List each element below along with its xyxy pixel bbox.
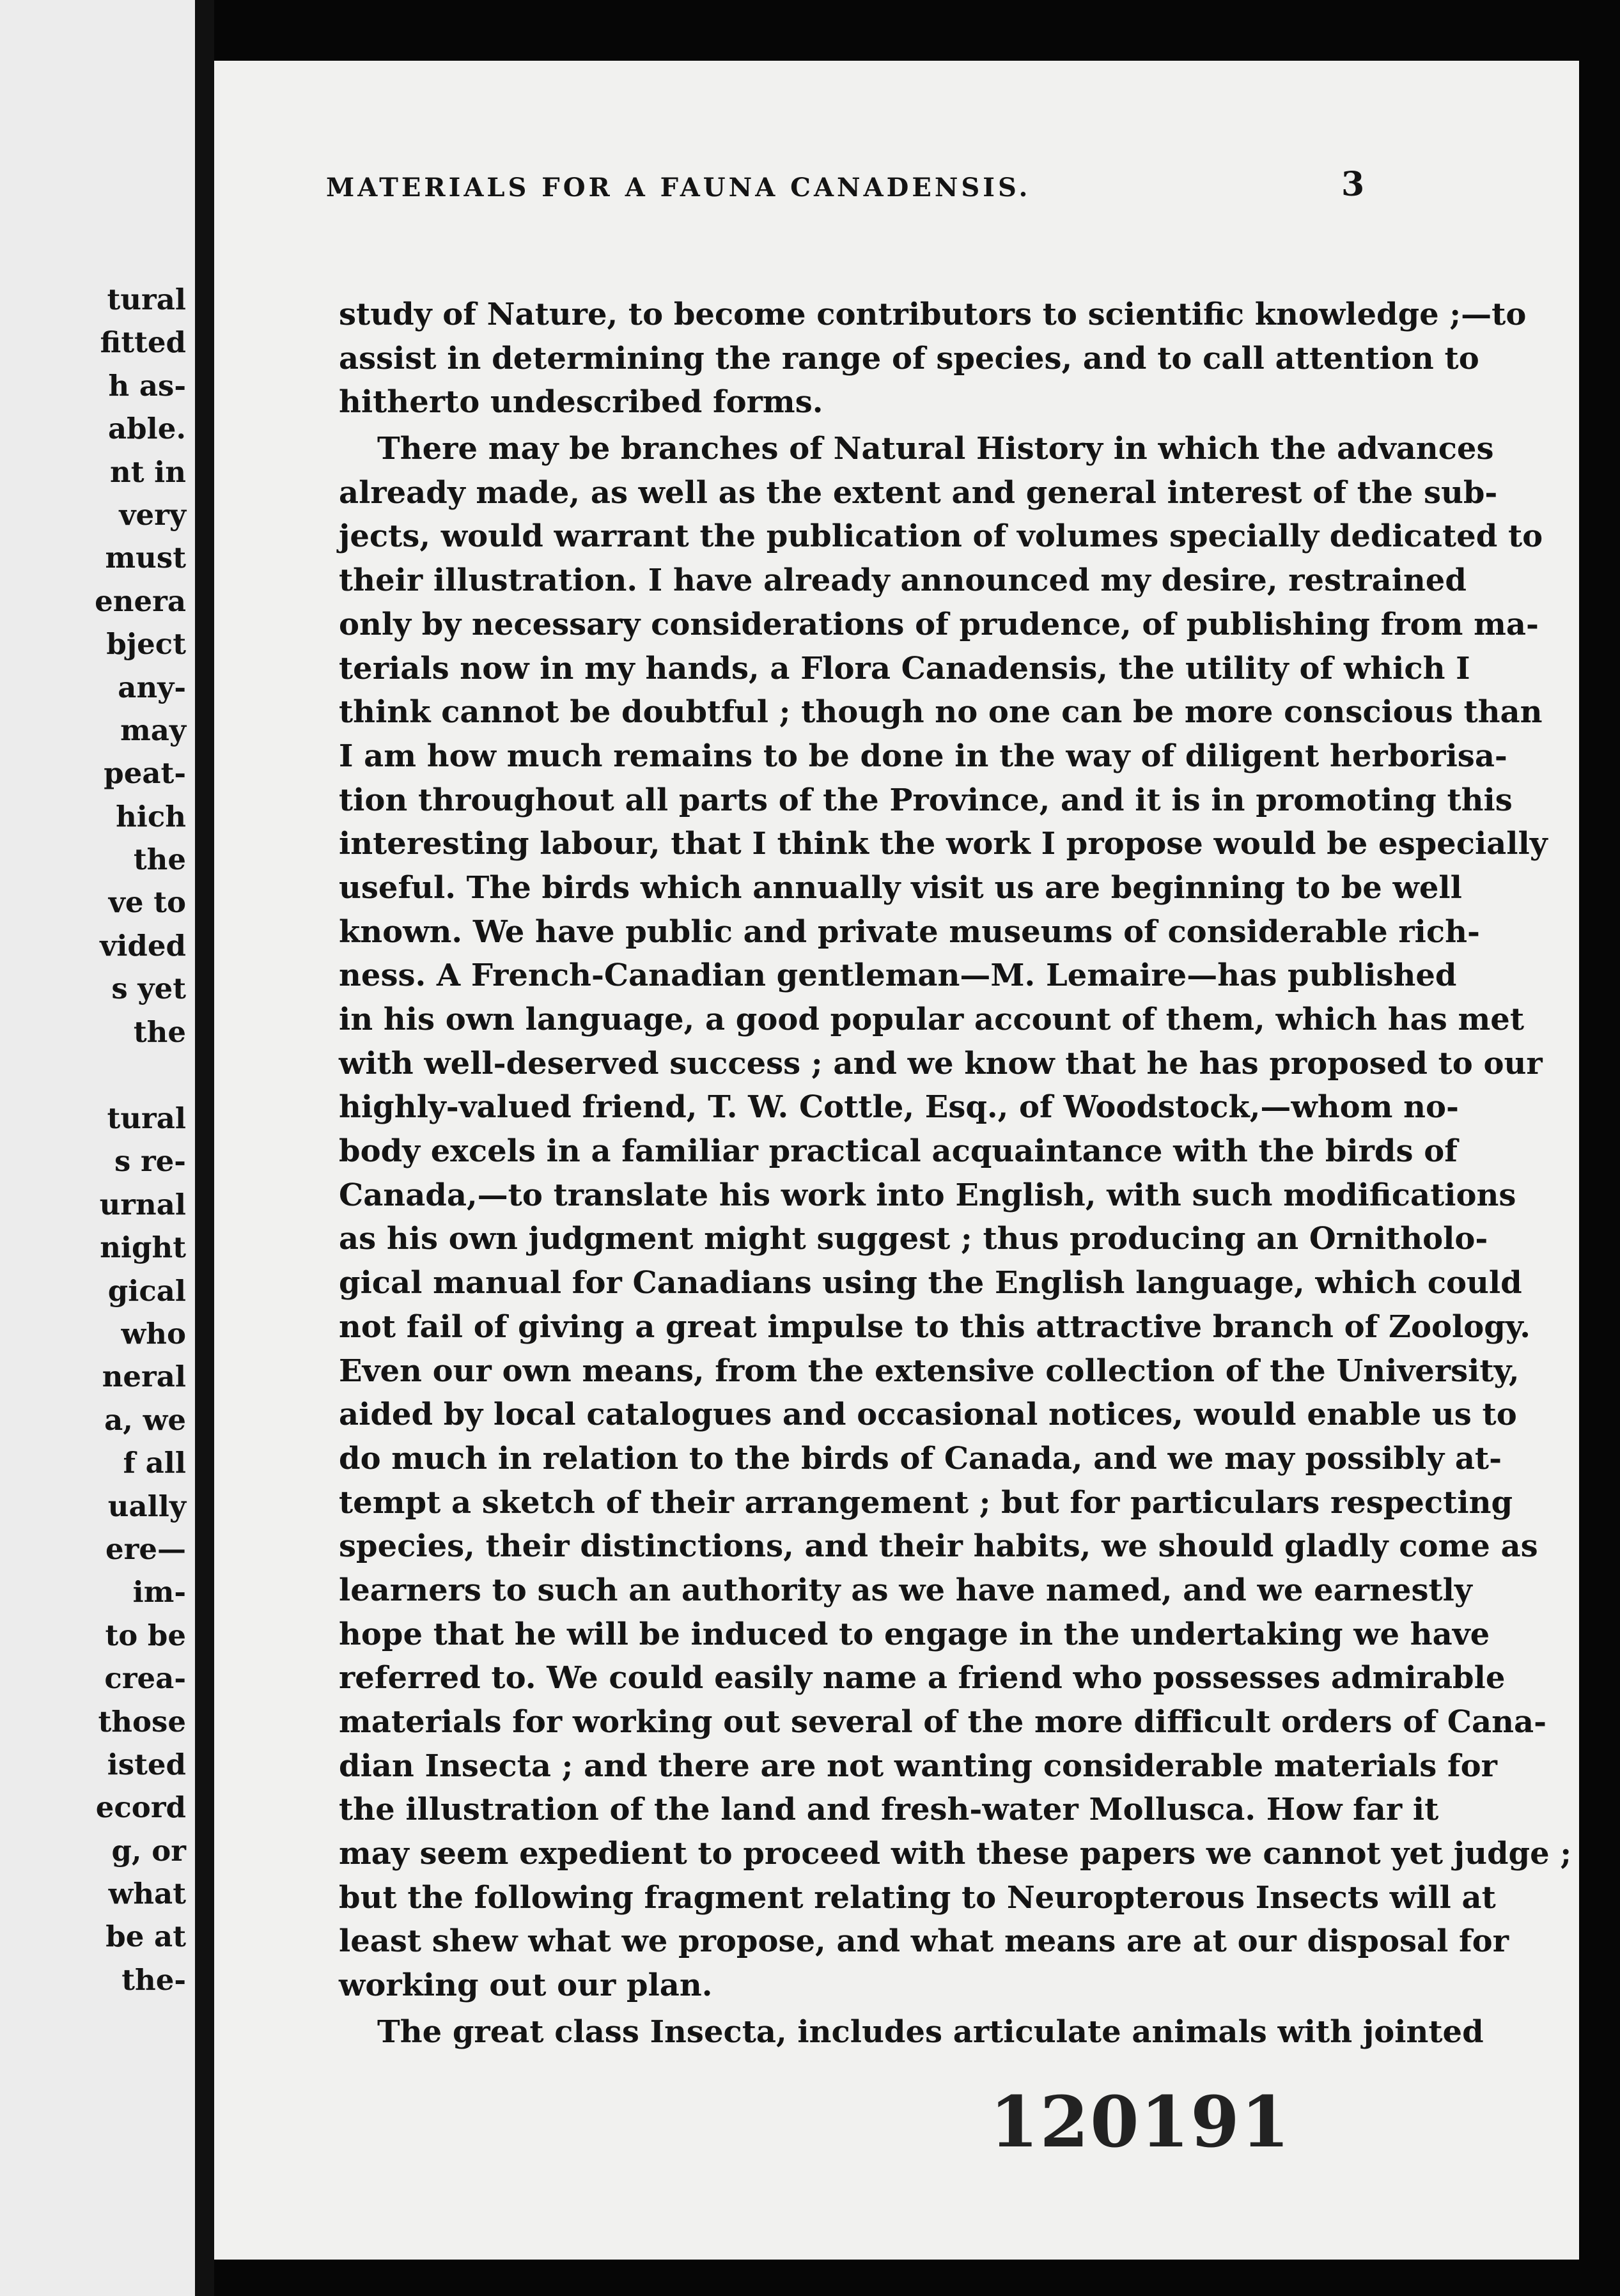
- text-line: assist in determining the range of species, and to call attention to: [339, 340, 1479, 376]
- left-fragment: tural: [107, 1101, 186, 1136]
- left-fragment: who: [121, 1316, 186, 1351]
- left-fragment: be at: [105, 1920, 186, 1954]
- left-fragment: night: [100, 1230, 186, 1265]
- left-fragment: crea-: [104, 1661, 186, 1696]
- text-line: in his own language, a good popular account of them, which has met: [339, 1002, 1524, 1037]
- left-fragment: nt in: [110, 454, 186, 489]
- left-fragment: peat-: [104, 756, 186, 791]
- text-line: with well-deserved success ; and we know that he has proposed to our: [339, 1045, 1543, 1082]
- text-line: species, their distinctions, and their habits, we should gladly come as: [339, 1528, 1538, 1565]
- left-fragment: those: [98, 1704, 186, 1739]
- text-line: tion throughout all parts of the Province, and it is in promoting this: [339, 782, 1513, 818]
- text-line: do much in relation to the birds of Canada, and we may possibly at-: [339, 1440, 1502, 1477]
- text-line: body excels in a familiar practical acquaintance with the birds of: [339, 1133, 1458, 1170]
- text-line: but the following fragment relating to Neuropterous Insects will at: [339, 1879, 1496, 1916]
- left-fragment: s re-: [114, 1144, 186, 1179]
- left-fragment: f all: [123, 1446, 186, 1480]
- left-fragment: urnal: [99, 1187, 186, 1222]
- text-line: working out our plan.: [339, 1967, 713, 2004]
- left-fragment: fitted: [100, 325, 186, 360]
- left-fragment: isted: [107, 1747, 186, 1781]
- text-line: not fail of giving a great impulse to this attractive branch of Zoology.: [339, 1308, 1530, 1345]
- left-fragment: any-: [118, 670, 186, 704]
- text-line: aided by local catalogues and occasional notices, would enable us to: [339, 1397, 1517, 1433]
- text-line: ness. A French-Canadian gentleman—M. Lemaire—has published: [339, 958, 1457, 994]
- text-line: referred to. We could easily name a friend who possesses admirable: [339, 1660, 1506, 1696]
- left-fragment: im-: [132, 1575, 186, 1610]
- left-fragment: ecord: [95, 1790, 186, 1825]
- text-line: as his own judgment might suggest ; thus producing an Ornitholo-: [339, 1221, 1488, 1257]
- text-line: known. We have public and private museums of considerable rich-: [339, 913, 1480, 950]
- left-fragment: what: [108, 1877, 186, 1911]
- left-fragment: able.: [107, 412, 186, 446]
- text-line: interesting labour, that I think the work I propose would be especially: [339, 826, 1548, 862]
- left-fragment: vided: [100, 928, 186, 963]
- left-fragment: may: [120, 713, 186, 747]
- text-line: Canada,—to translate his work into English, with such modifications: [339, 1177, 1516, 1213]
- text-line: There may be branches of Natural History in which the advances: [377, 431, 1494, 467]
- text-line: the illustration of the land and fresh-water Mollusca. How far it: [339, 1792, 1439, 1828]
- left-fragment: [95, 1053, 186, 1097]
- text-line: learners to such an authority as we have named, and we earnestly: [339, 1572, 1472, 1608]
- body-text: [339, 293, 1572, 2054]
- text-line: The great class Insecta, includes articulate animals with jointed: [377, 2013, 1484, 2050]
- left-page-edge: [0, 0, 195, 2296]
- left-fragment: a, we: [104, 1402, 186, 1437]
- text-line: useful. The birds which annually visit us are beginning to be well: [339, 869, 1462, 906]
- left-fragment: very: [119, 497, 186, 532]
- text-line: think cannot be doubtful ; though no one can be more conscious than: [339, 694, 1543, 731]
- text-line: jects, would warrant the publication of volumes specially dedicated to: [339, 518, 1543, 555]
- text-line: least shew what we propose, and what means are at our disposal for: [339, 1923, 1509, 1960]
- accession-number: 120191: [990, 2081, 1291, 2163]
- text-line: terials now in my hands, a Flora Canadensis, the utility of which I: [339, 650, 1470, 686]
- text-line: I am how much remains to be done in the way of diligent herborisa-: [339, 738, 1507, 774]
- left-fragment: ually: [107, 1489, 186, 1523]
- running-head: MATERIALS FOR A FAUNA CANADENSIS.: [326, 173, 1031, 203]
- text-line: materials for working out several of the more difficult orders of Cana-: [339, 1704, 1547, 1740]
- book-gutter: [195, 0, 214, 2296]
- text-line: dian Insecta ; and there are not wanting considerable materials for: [339, 1748, 1497, 1784]
- left-page-fragments: [95, 278, 186, 2001]
- page-number: 3: [1341, 165, 1365, 204]
- text-line: their illustration. I have already announced my desire, restrained: [339, 562, 1467, 599]
- left-fragment: g, or: [111, 1833, 186, 1868]
- left-fragment: neral: [102, 1360, 186, 1394]
- left-fragment: the-: [121, 1962, 186, 1997]
- text-line: hitherto undescribed forms.: [339, 384, 823, 421]
- text-line: highly-valued friend, T. W. Cottle, Esq., of Woodstock,—whom no-: [339, 1089, 1459, 1126]
- left-fragment: gical: [107, 1273, 186, 1308]
- left-fragment: ere—: [105, 1532, 186, 1566]
- left-fragment: the: [133, 842, 186, 877]
- text-line: Even our own means, from the extensive collection of the University,: [339, 1353, 1520, 1389]
- text-line: study of Nature, to become contributors to scientific knowledge ;—to: [339, 297, 1527, 332]
- text-line: gical manual for Canadians using the English language, which could: [339, 1265, 1522, 1301]
- text-line: hope that he will be induced to engage in the undertaking we have: [339, 1616, 1490, 1652]
- left-fragment: bject: [106, 627, 186, 662]
- text-line: tempt a sketch of their arrangement ; but for particulars respecting: [339, 1484, 1513, 1521]
- left-fragment: h as-: [108, 368, 186, 403]
- left-fragment: to be: [105, 1618, 186, 1652]
- text-line: already made, as well as the extent and general interest of the sub-: [339, 474, 1498, 511]
- left-fragment: hich: [116, 799, 186, 834]
- text-line: may seem expedient to proceed with these papers we cannot yet judge ;: [339, 1836, 1572, 1872]
- left-fragment: s yet: [111, 972, 186, 1006]
- text-line: only by necessary considerations of prudence, of publishing from ma-: [339, 606, 1539, 642]
- left-fragment: ve to: [108, 885, 186, 920]
- left-fragment: must: [105, 541, 186, 575]
- left-fragment: tural: [107, 283, 186, 316]
- left-fragment: the: [133, 1014, 186, 1049]
- left-fragment: enera: [95, 584, 186, 618]
